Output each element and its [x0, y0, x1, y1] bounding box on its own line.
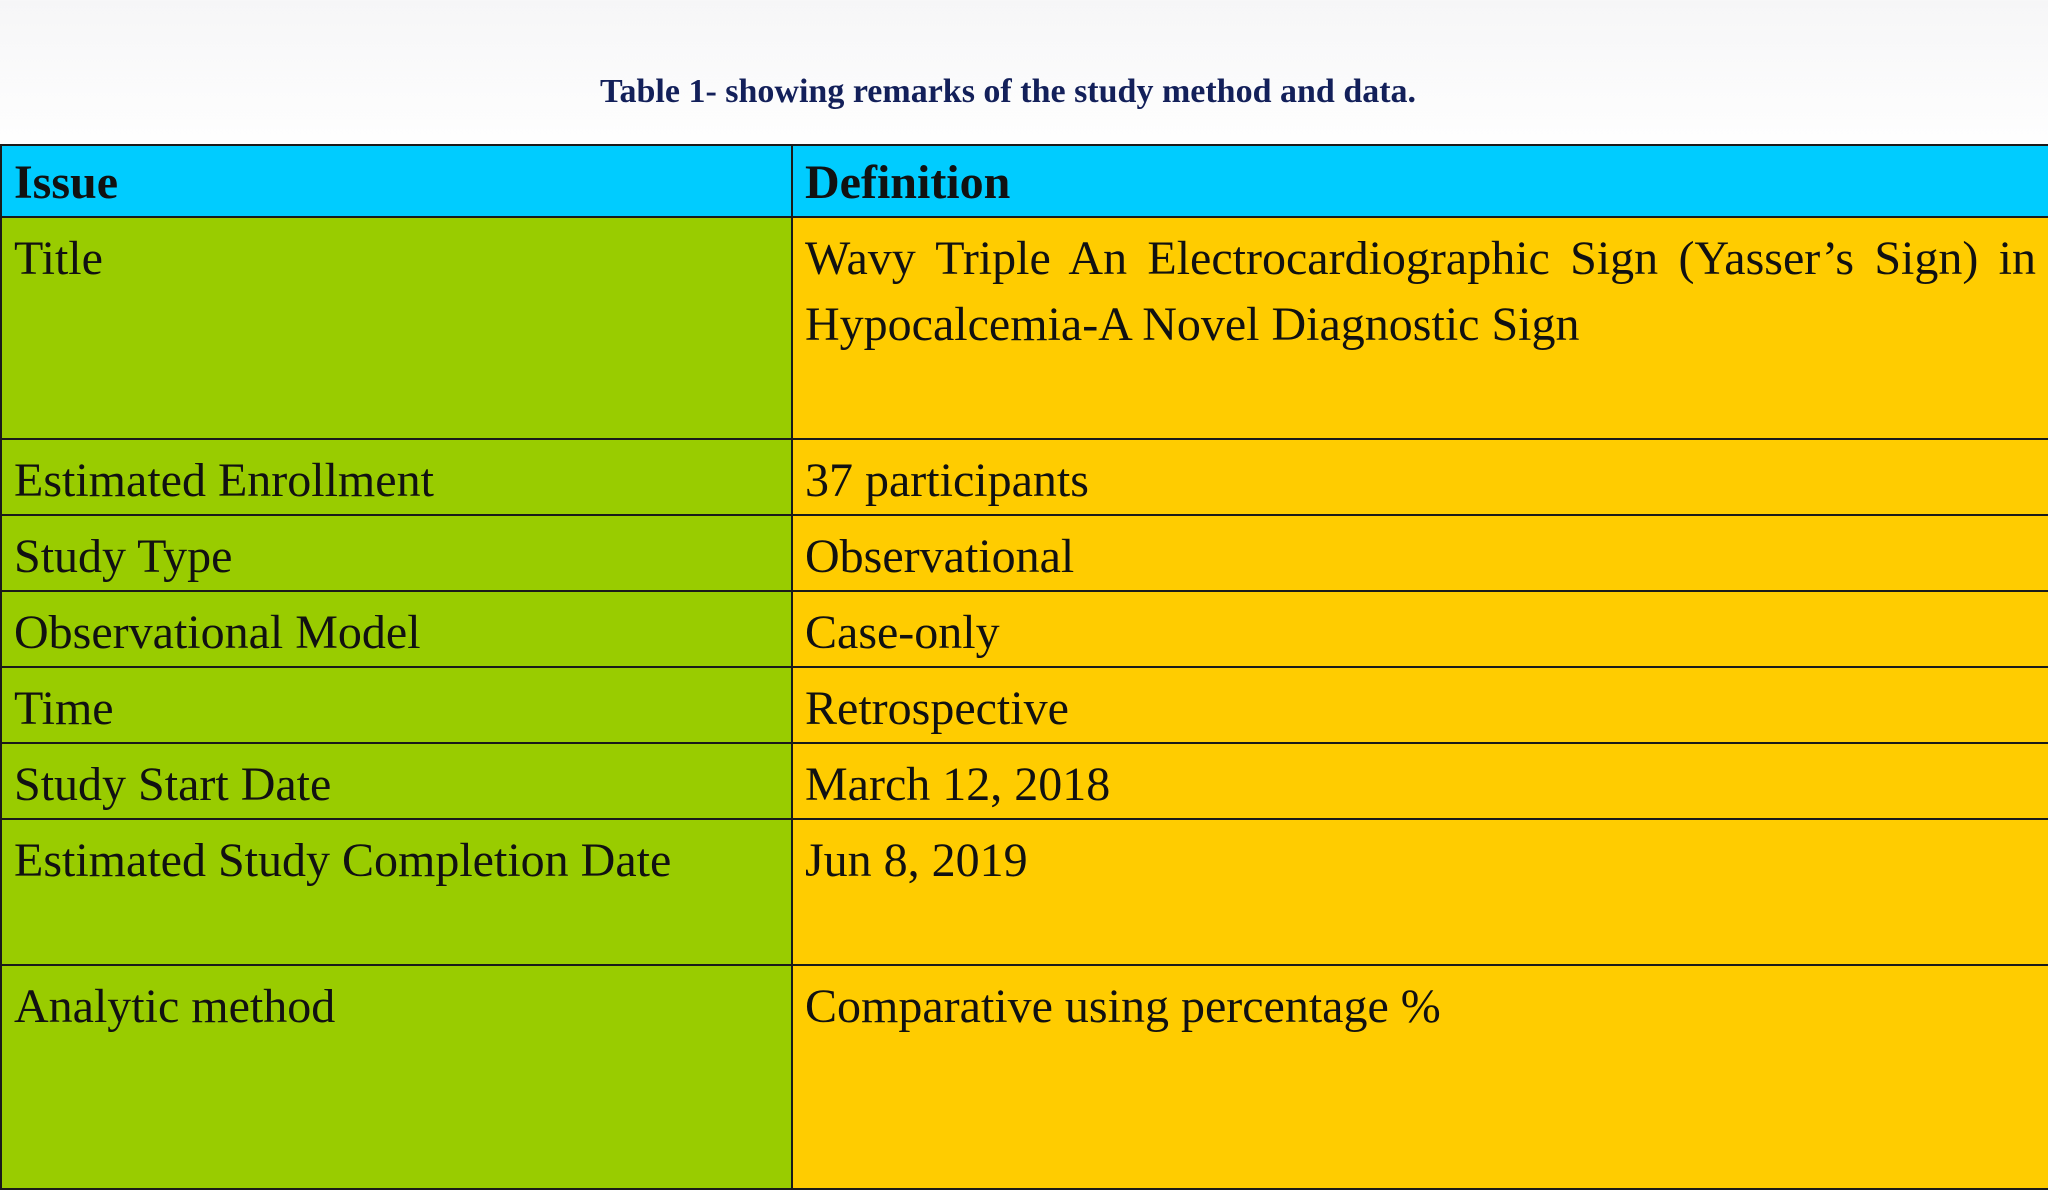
definition-cell: Observational — [792, 515, 2048, 591]
definition-cell: March 12, 2018 — [792, 743, 2048, 819]
header-issue: Issue — [1, 145, 792, 217]
issue-cell: Analytic method — [1, 965, 792, 1189]
issue-cell: Estimated Enrollment — [1, 439, 792, 515]
table-row — [1, 217, 2048, 439]
table-row — [1, 965, 2048, 1189]
table-header-row — [1, 145, 2048, 217]
remarks-table — [0, 144, 2048, 1190]
definition-cell: Jun 8, 2019 — [792, 819, 2048, 965]
table-row — [1, 743, 2048, 819]
definition-cell: Retrospective — [792, 667, 2048, 743]
definition-cell: Comparative using percentage % — [792, 965, 2048, 1189]
table-row — [1, 515, 2048, 591]
table-row — [1, 591, 2048, 667]
issue-cell: Study Type — [1, 515, 792, 591]
issue-cell: Estimated Study Completion Date — [1, 819, 792, 965]
table-caption: Table 1- showing remarks of the study method and data. — [599, 73, 1417, 110]
header-definition: Definition — [792, 145, 2048, 217]
issue-cell: Observational Model — [1, 591, 792, 667]
issue-cell: Study Start Date — [1, 743, 792, 819]
definition-cell: Wavy Triple An Electrocardiographic Sign (Yasser’s Sign) in Hypocalcemia-A Novel Diagnostic Sign — [792, 217, 2048, 439]
definition-cell: 37 participants — [792, 439, 2048, 515]
table-row — [1, 667, 2048, 743]
table-row — [1, 439, 2048, 515]
issue-cell: Title — [1, 217, 792, 439]
issue-cell: Time — [1, 667, 792, 743]
definition-cell: Case-only — [792, 591, 2048, 667]
table-row — [1, 819, 2048, 965]
